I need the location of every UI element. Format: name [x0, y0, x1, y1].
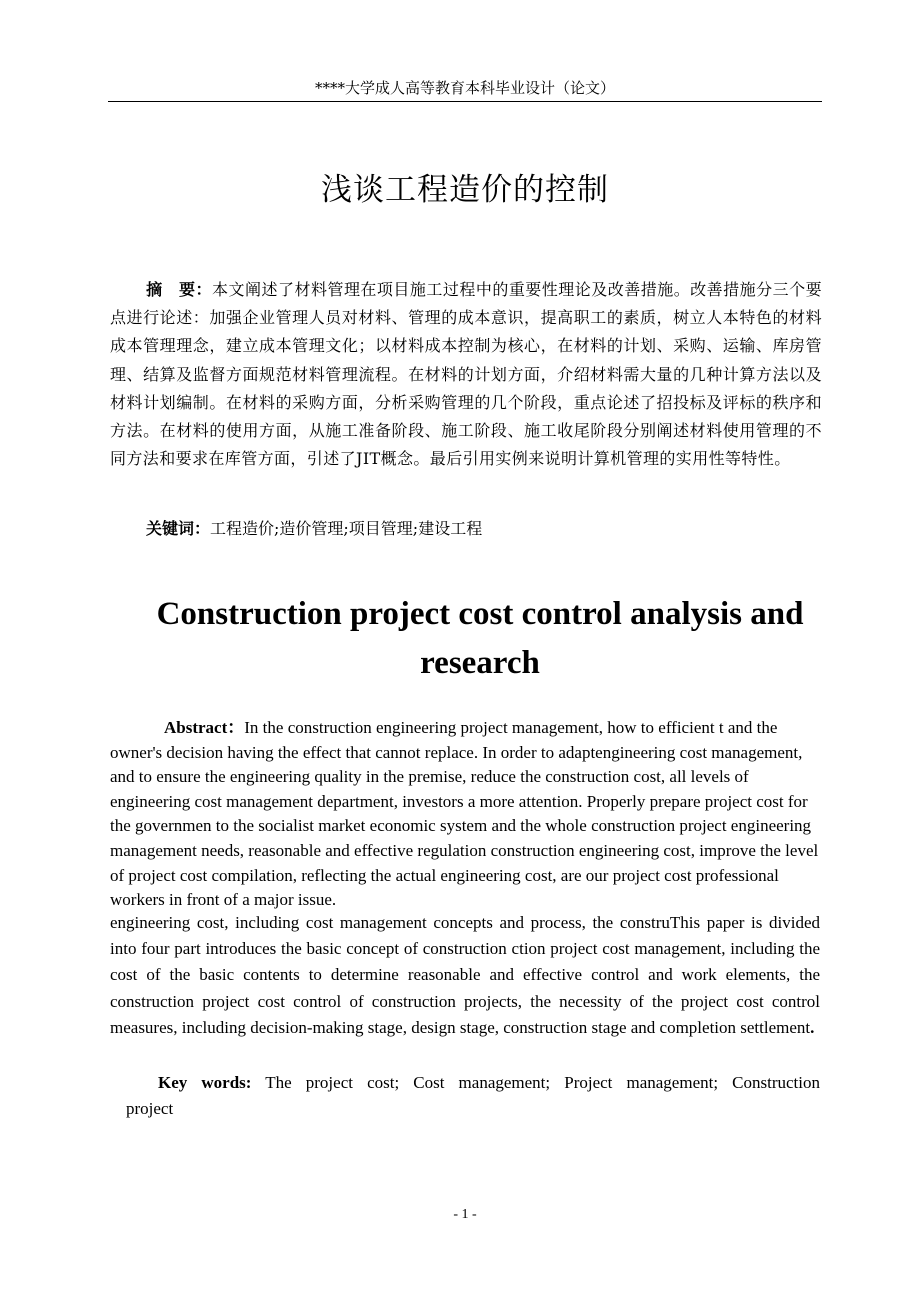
chinese-keywords-label: 关键词： [146, 519, 211, 538]
chinese-keywords-text: 工程造价;造价管理;项目管理;建设工程 [210, 519, 483, 538]
english-abstract-continued [110, 910, 820, 1041]
english-keywords-text: The project cost; Cost management; Project management; Construction [265, 1073, 820, 1092]
english-keywords-label: Key words: [158, 1073, 252, 1092]
english-abstract [110, 716, 822, 913]
chinese-abstract-label: 摘 要： [146, 280, 213, 299]
running-header: ****大学成人高等教育本科毕业设计（论文） [314, 79, 615, 97]
page-number: - 1 - [453, 1207, 477, 1222]
chinese-abstract-text: 本文阐述了材料管理在项目施工过程中的重要性理论及改善措施。改善措施分三个要点进行论述：加强企业管理人员对材料、管理的成本意识，提高职工的素质，树立人本特色的材料成本管理理念，建立成本管理文化；以材料成本控制为核心，在材料的计划、采购、运输、库房管理、结算及监督方面规范材料管理流程。在材料的计划方面，介绍材料需大量的几种计算方法以及材料计划编制。在材料的采购方面，分析采购管理的几个阶段，重点论述了招投标及评标的秩序和方法。在材料的使用方面，从施工准备阶段、施工阶段、施工收尾阶段分别阐述材料使用管理的不同方法和要求在库管方面，引述了JIT概念。最后引用实例来说明计算机管理的实用性等特性。 [110, 280, 822, 469]
english-abstract-text-2: engineering cost, including cost management concepts and process, the construThis paper is divided into four part introduces the basic concept of construction ction project cost management, including the cost of the basic contents to determine reasonable and effective control and work elements, the construction project cost control of construction projects, the necessity of the project cost control measures, including decision-making stage, design stage, construction stage and completion settlement [110, 913, 820, 1037]
english-abstract-end: . [810, 1017, 815, 1037]
english-keywords [158, 1070, 820, 1096]
english-keywords-continued: project [126, 1099, 174, 1118]
chinese-title: 浅谈工程造价的控制 [321, 172, 609, 208]
chinese-abstract [110, 276, 822, 473]
chinese-keywords [146, 516, 822, 542]
english-title: Construction project cost control analysis and research [156, 596, 804, 681]
header-divider [108, 101, 822, 102]
english-abstract-text: In the construction engineering project management, how to efficient t and the owner's decision having the effect that cannot replace. In order to adaptengineering cost management, and to ensure the engineering quality in the premise, reduce the construction cost, all levels of engineering cost management department, investors a more attention. Properly prepare project cost for the governmen to the socialist market economic system and the whole construction project engineering management needs, reasonable and effective regulation construction engineering cost, improve the level of project cost compilation, reflecting the actual engineering cost, are our project cost professional workers in front of a major issue. [110, 718, 819, 910]
english-abstract-label: Abstract： [164, 718, 245, 737]
